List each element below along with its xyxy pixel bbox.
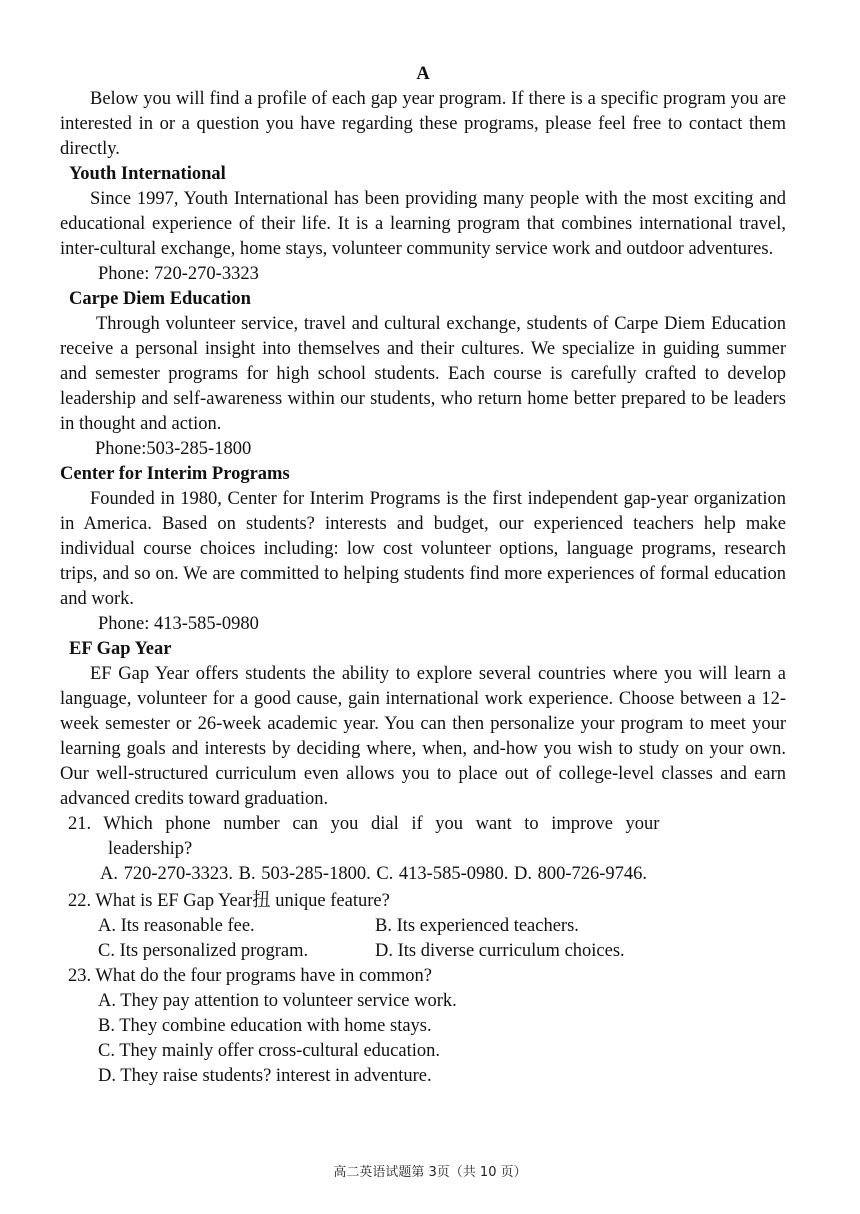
- option-b: B. Its experienced teachers.: [375, 916, 579, 936]
- section-letter: A: [416, 64, 430, 84]
- question-number: 22.: [68, 891, 92, 911]
- option-c: C. They mainly offer cross-cultural education.: [98, 1041, 440, 1061]
- program-phone-center-interim: Phone: 413-585-0980: [98, 614, 259, 634]
- option-row: [60, 939, 786, 964]
- intro-paragraph: Below you will find a profile of each gap year program. If there is a specific program you are interested in or a question you have regarding these programs, please feel free to contact them directly.: [60, 89, 786, 159]
- question-text-continued: leadership?: [108, 839, 193, 859]
- option-d: D. They raise students? interest in adventure.: [98, 1066, 432, 1086]
- option-c: C. Its personalized program.: [98, 941, 309, 961]
- question-text: What do the four programs have in common?: [95, 966, 432, 986]
- document-page: [60, 62, 786, 1089]
- option-b: B. They combine education with home stays.: [98, 1016, 432, 1036]
- question-text: Which phone number can you dial if you want to improve your: [103, 814, 660, 834]
- program-description-center-interim: Founded in 1980, Center for Interim Programs is the first independent gap-year organization in America. Based on students? interests and budget, our experienced teachers help make individual course choices including: low cost volunteer options, language programs, research trips, and so on. We are committed to helping students find more experiences of formal education and work.: [60, 489, 786, 609]
- program-description-youth-international: Since 1997, Youth International has been providing many people with the most exciting and educational experience of their life. It is a learning program that combines international travel, inter-cultural exchange, home stays, volunteer community service work and outdoor adventures.: [60, 189, 786, 259]
- program-phone-youth-international: Phone: 720-270-3323: [98, 264, 259, 284]
- program-description-carpe-diem: Through volunteer service, travel and cultural exchange, students of Carpe Diem Education receive a personal insight into themselves and their cultures. We specialize in guiding summer and semester programs for high school students. Each course is carefully crafted to develop leadership and self-awareness within our students, who return home better prepared to be leaders in thought and action.: [60, 314, 786, 434]
- option-a: A. Its reasonable fee.: [98, 916, 255, 936]
- question-text: What is EF Gap Year扭 unique feature?: [95, 891, 390, 911]
- program-phone-carpe-diem: Phone:503-285-1800: [95, 439, 252, 459]
- option-row: [60, 914, 786, 939]
- question-22: [60, 889, 786, 914]
- question-21: [60, 812, 786, 887]
- page-footer: 高二英语试题第 3页（共 10 页）: [333, 1165, 527, 1180]
- program-title-center-interim: Center for Interim Programs: [60, 464, 290, 484]
- option-d: D. Its diverse curriculum choices.: [375, 941, 625, 961]
- program-title-ef-gap-year: EF Gap Year: [69, 639, 172, 659]
- question-number: 21.: [68, 814, 92, 834]
- option-a: A. They pay attention to volunteer service work.: [98, 991, 457, 1011]
- program-title-carpe-diem: Carpe Diem Education: [69, 289, 251, 309]
- program-title-youth-international: Youth International: [69, 164, 226, 184]
- question-21-options: A. 720-270-3323. B. 503-285-1800. C. 413-585-0980. D. 800-726-9746.: [100, 864, 648, 884]
- program-description-ef-gap-year: EF Gap Year offers students the ability to explore several countries where you will learn a language, volunteer for a good cause, gain international work experience. Choose between a 12-week semester or 26-week academic year. You can then personalize your program to meet your learning goals and interests by deciding where, when, and-how you wish to study on your own. Our well-structured curriculum even allows you to place out of college-level classes and earn advanced credits toward graduation.: [60, 664, 786, 809]
- question-number: 23.: [68, 966, 92, 986]
- question-23: [60, 964, 786, 989]
